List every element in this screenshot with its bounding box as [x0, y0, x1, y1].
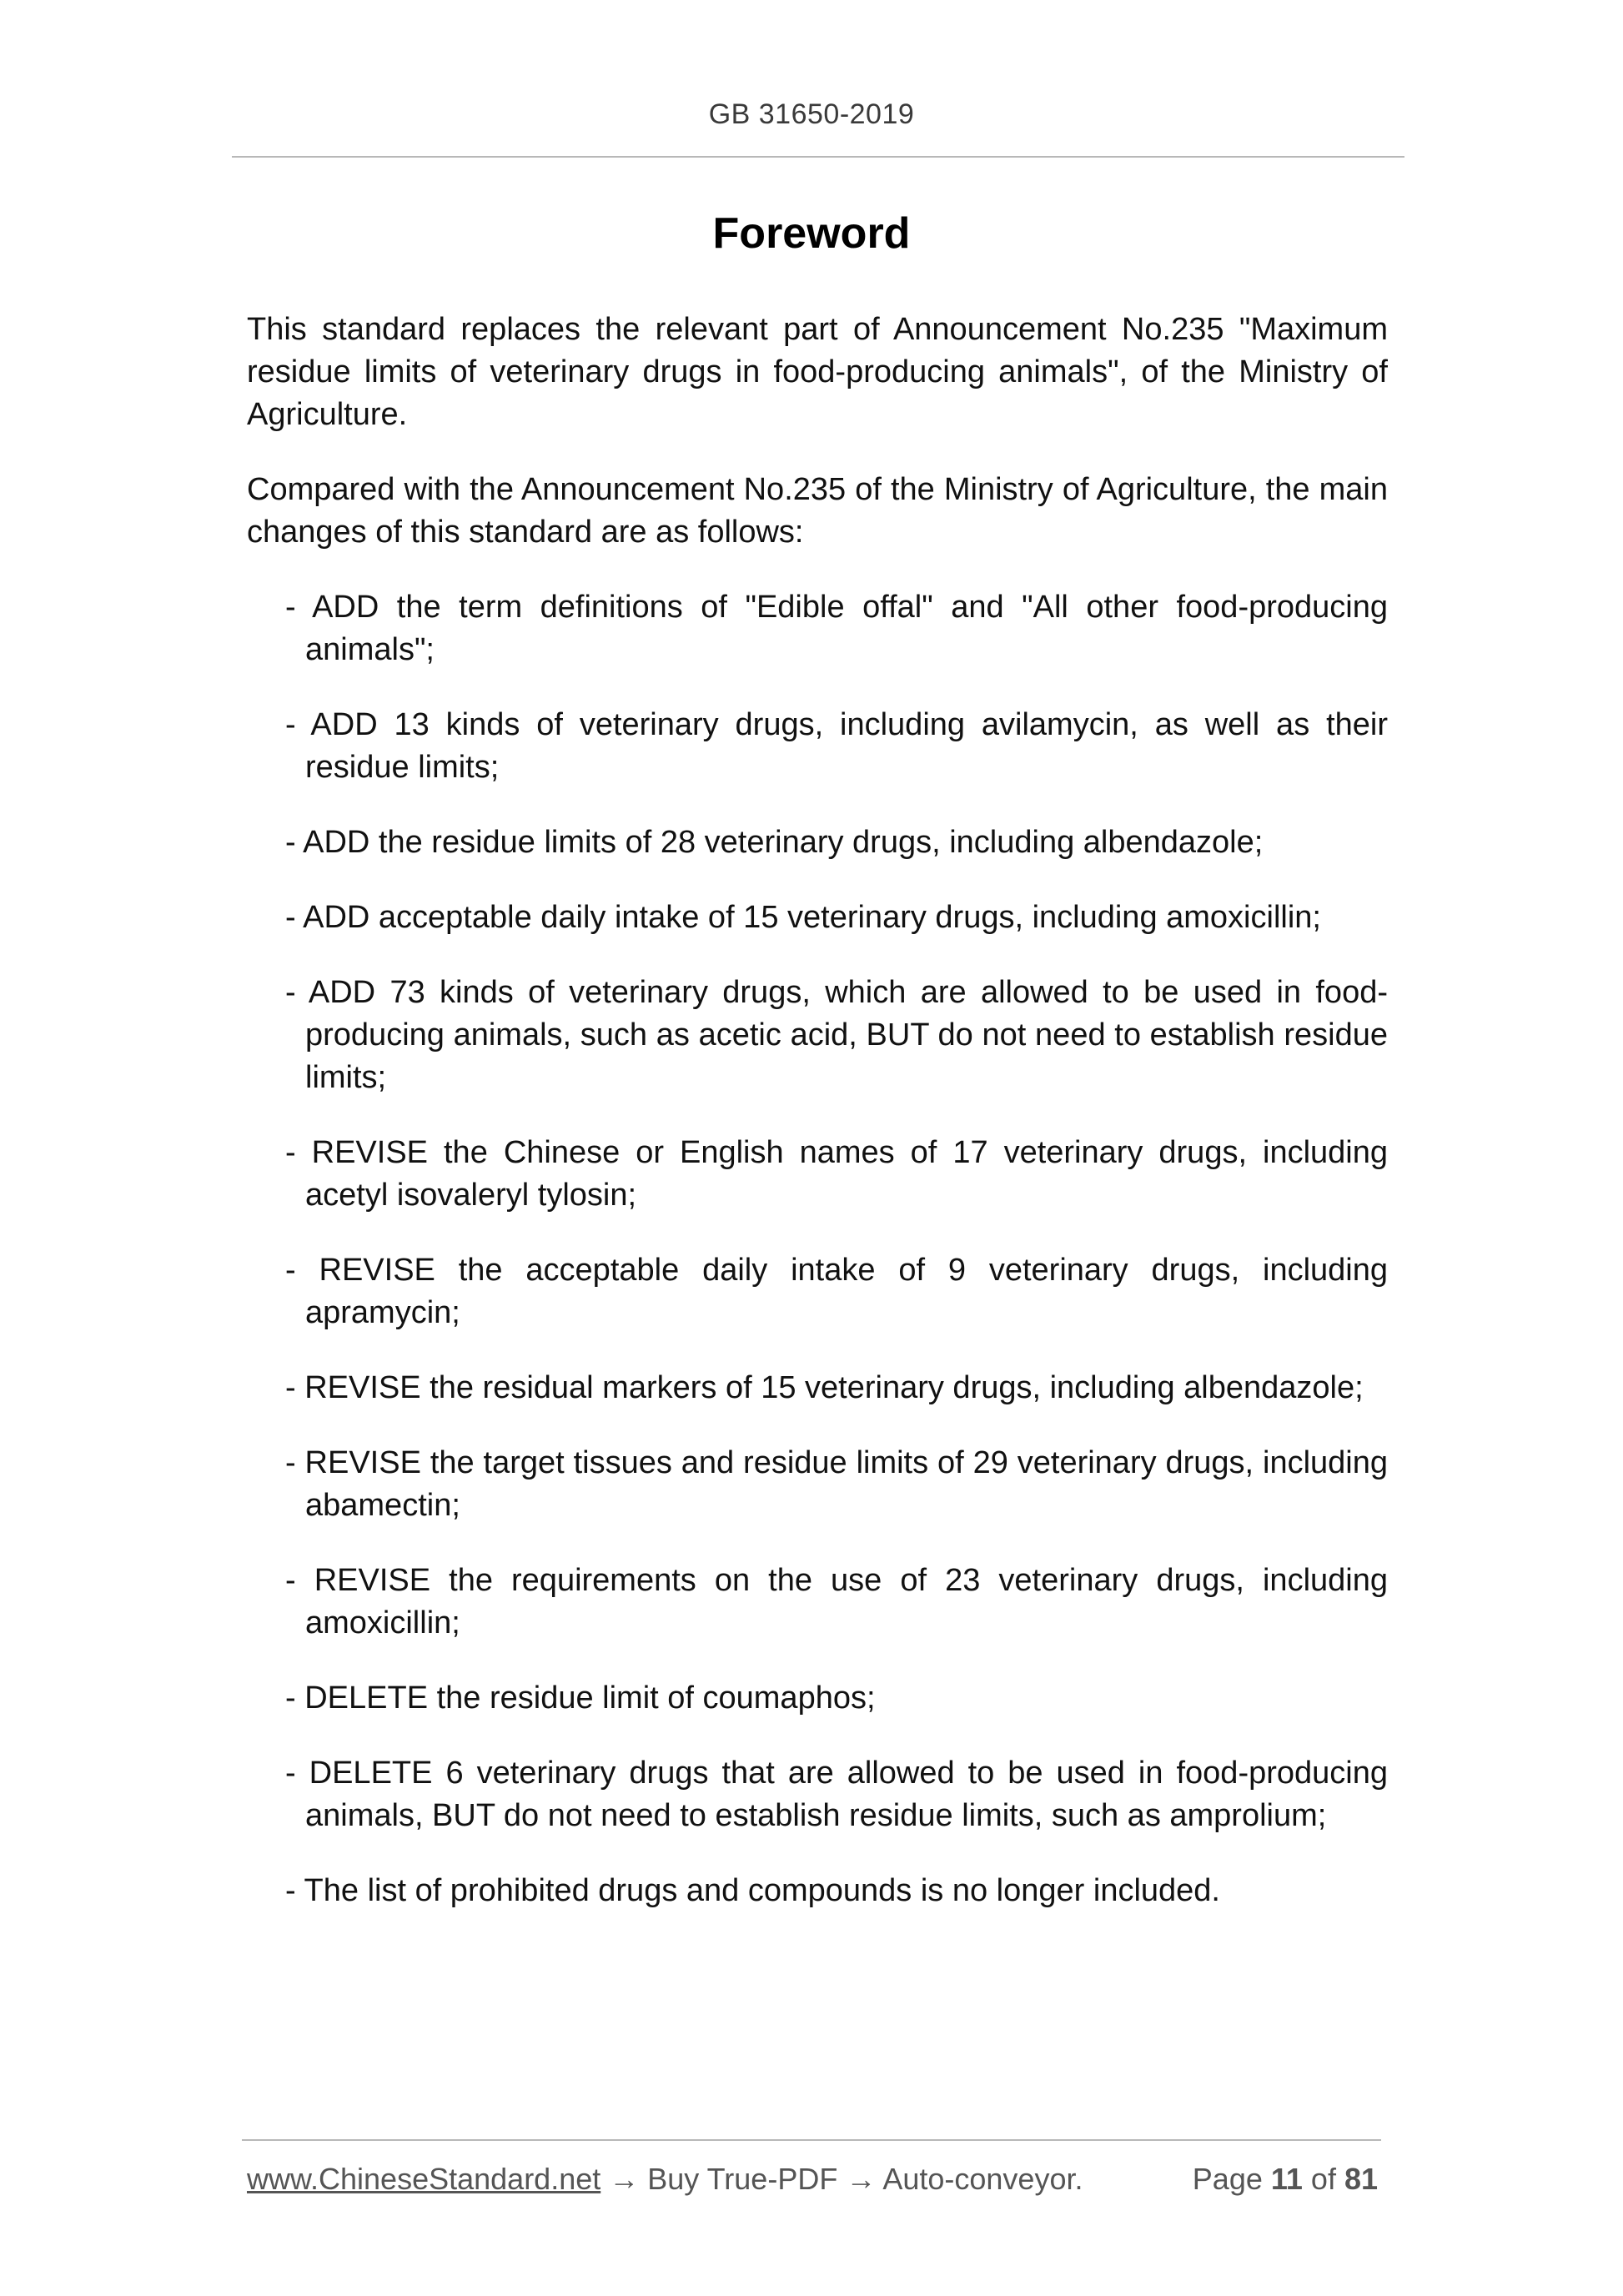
list-item: - The list of prohibited drugs and compounds is no longer included. [285, 1873, 1220, 1908]
page-current: 11 [1270, 2162, 1303, 2196]
list-item: - REVISE the target tissues and residue limits of 29 veterinary drugs, including abamectin; [285, 1445, 1388, 1523]
footer-left [247, 2162, 1083, 2197]
intro-paragraph: This standard replaces the relevant part of Announcement No.235 "Maximum residue limits of veterinary drugs in food-producing animals", of the Ministry of Agriculture. [247, 312, 1388, 432]
list-item: - REVISE the acceptable daily intake of 9 veterinary drugs, including apramycin; [285, 1253, 1388, 1330]
list-item: - ADD the term definitions of "Edible offal" and "All other food-producing animals"; [285, 590, 1388, 667]
page-title: Foreword [712, 209, 911, 258]
foreword-body [247, 309, 1388, 1945]
list-item: - ADD acceptable daily intake of 15 veterinary drugs, including amoxicillin; [285, 900, 1321, 935]
page-number [1193, 2162, 1378, 2197]
list-item: - ADD 73 kinds of veterinary drugs, which are allowed to be used in food-producing animals, such as acetic acid, BUT do not need to establish residue limits; [285, 975, 1388, 1095]
header-divider [232, 156, 1404, 158]
footer-divider [242, 2139, 1381, 2141]
website-link[interactable]: www.ChineseStandard.net [247, 2162, 601, 2196]
page-header-doc-code: GB 31650-2019 [708, 98, 915, 130]
list-item: - DELETE the residue limit of coumaphos; [285, 1681, 876, 1716]
list-item: - DELETE 6 veterinary drugs that are allowed to be used in food-producing animals, BUT do not need to establish residue limits, such as amprolium; [285, 1756, 1388, 1833]
list-item: - REVISE the residual markers of 15 veterinary drugs, including albendazole; [285, 1370, 1364, 1405]
list-item: - REVISE the Chinese or English names of 17 veterinary drugs, including acetyl isovaleryl tylosin; [285, 1135, 1388, 1213]
footer-tagline: → Buy True-PDF → Auto-conveyor. [600, 2162, 1083, 2196]
list-item: - ADD the residue limits of 28 veterinary drugs, including albendazole; [285, 825, 1264, 860]
changes-list [247, 586, 1388, 1912]
changes-intro-paragraph: Compared with the Announcement No.235 of the Ministry of Agriculture, the main changes of this standard are as follows: [247, 472, 1388, 550]
page-total: 81 [1344, 2162, 1378, 2196]
list-item: - ADD 13 kinds of veterinary drugs, including avilamycin, as well as their residue limits; [285, 707, 1388, 785]
page-label: Page [1192, 2162, 1271, 2196]
page-of-label: of [1302, 2162, 1344, 2196]
list-item: - REVISE the requirements on the use of 23 veterinary drugs, including amoxicillin; [285, 1563, 1388, 1640]
